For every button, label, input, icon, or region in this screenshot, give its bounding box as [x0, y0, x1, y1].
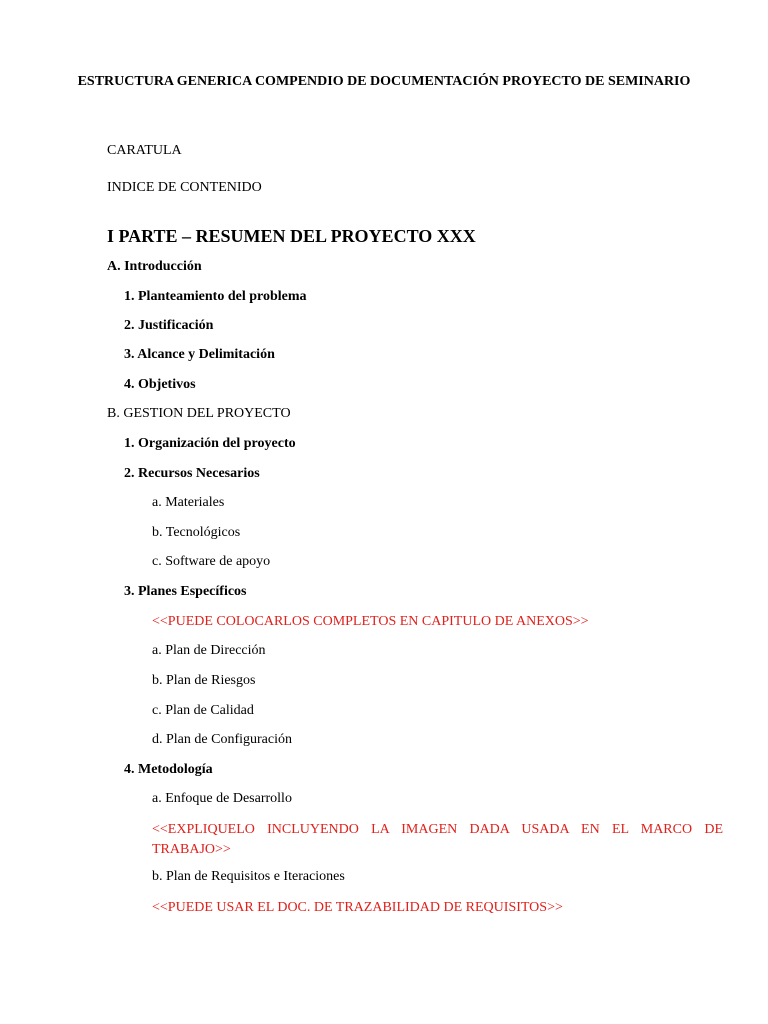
section-b-subitem: b. Plan de Riesgos: [152, 673, 256, 688]
section-a-item: 3. Alcance y Delimitación: [124, 347, 275, 362]
section-a-item: 1. Planteamiento del problema: [124, 289, 307, 304]
section-b-subitem: c. Plan de Calidad: [152, 703, 254, 718]
section-b-subitem: a. Enfoque de Desarrollo: [152, 791, 292, 806]
section-a-item: 2. Justificación: [124, 318, 214, 333]
section-b-subitem: b. Plan de Requisitos e Iteraciones: [152, 869, 345, 884]
section-b-heading: B. GESTION DEL PROYECTO: [107, 406, 291, 421]
section-a-heading: A. Introducción: [107, 259, 202, 274]
section-a-item: 4. Objetivos: [124, 377, 196, 392]
section-b-subitem: d. Plan de Configuración: [152, 732, 292, 747]
part1-heading: I PARTE – RESUMEN DEL PROYECTO XXX: [107, 226, 476, 246]
anexos-note: <<PUEDE COLOCARLOS COMPLETOS EN CAPITULO DE ANEXOS>>: [152, 614, 589, 629]
indice-heading: INDICE DE CONTENIDO: [107, 180, 262, 195]
section-b-subitem: b. Tecnológicos: [152, 525, 241, 540]
section-b-item: 4. Metodología: [124, 762, 213, 777]
section-b-item: 1. Organización del proyecto: [124, 436, 296, 451]
section-b-item: 2. Recursos Necesarios: [124, 466, 260, 481]
trazabilidad-note: <<PUEDE USAR EL DOC. DE TRAZABILIDAD DE REQUISITOS>>: [152, 900, 563, 915]
document-title: ESTRUCTURA GENERICA COMPENDIO DE DOCUMENTACIÓN PROYECTO DE SEMINARIO: [77, 74, 691, 89]
caratula-heading: CARATULA: [107, 143, 182, 158]
section-b-subitem: a. Materiales: [152, 495, 225, 510]
section-b-subitem: c. Software de apoyo: [152, 554, 271, 569]
section-b-item: 3. Planes Específicos: [124, 584, 247, 599]
section-b-subitem: a. Plan de Dirección: [152, 643, 266, 658]
marco-trabajo-note: <<EXPLIQUELO INCLUYENDO LA IMAGEN DADA USADA EN EL MARCO DE TRABAJO>>: [152, 822, 723, 857]
